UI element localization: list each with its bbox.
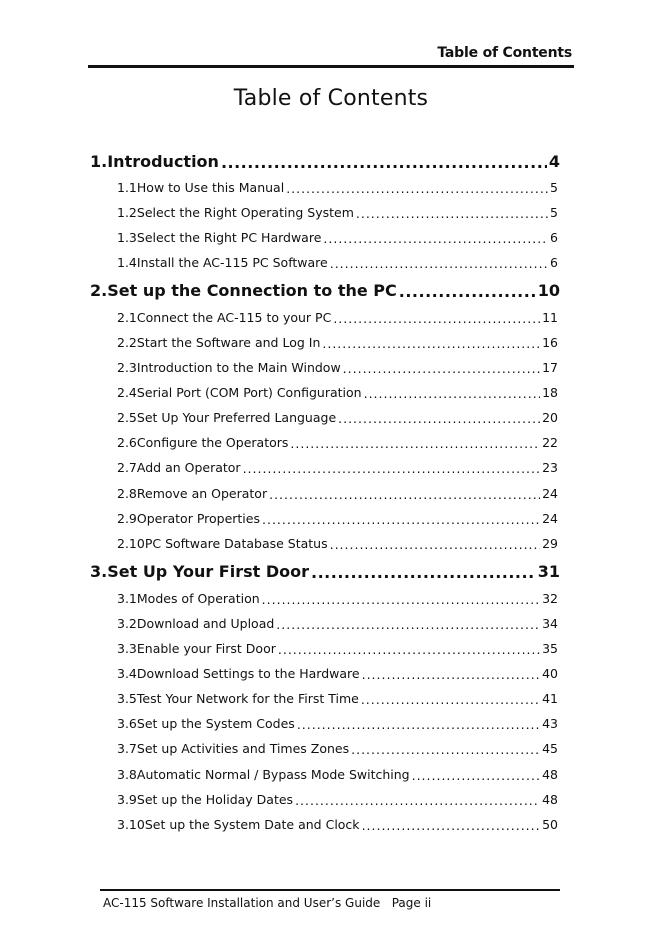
toc-entry-title: Download and Upload xyxy=(136,616,275,631)
toc-entry-page-number: 35 xyxy=(542,641,558,656)
toc-section-entry[interactable] xyxy=(117,335,558,350)
toc-section-entry[interactable] xyxy=(117,410,558,425)
footer-rule xyxy=(100,889,560,891)
toc-entry-title: Serial Port (COM Port) Configuration xyxy=(136,385,362,400)
dot-leader xyxy=(311,563,536,579)
toc-section-entry[interactable] xyxy=(117,767,558,782)
dot-leader xyxy=(269,487,540,500)
toc-entry-page-number: 48 xyxy=(542,767,558,782)
toc-entry-title: Add an Operator xyxy=(136,460,241,475)
toc-entry-number: 1. xyxy=(90,152,108,171)
toc-entry-title: Set Up Your First Door xyxy=(107,562,309,581)
toc-entry-title: PC Software Database Status xyxy=(144,536,328,551)
dot-leader xyxy=(362,818,541,831)
toc-entry-number: 2. xyxy=(90,281,108,300)
toc-section-entry[interactable] xyxy=(117,666,558,681)
toc-entry-number: 2.1 xyxy=(117,310,137,325)
dot-leader xyxy=(262,512,540,525)
toc-entry-number: 3.7 xyxy=(117,741,137,756)
dot-leader xyxy=(338,411,540,424)
toc-section-entry[interactable] xyxy=(117,230,558,245)
dot-leader xyxy=(221,153,547,169)
toc-entry-title: Set up the System Date and Clock xyxy=(144,817,360,832)
footer-text: AC-115 Software Installation and User’s Guide Page ii xyxy=(103,896,432,910)
dot-leader xyxy=(361,692,540,705)
toc-entry-page-number: 6 xyxy=(550,230,558,245)
toc-entry-number: 1.2 xyxy=(117,205,137,220)
toc-entry-number: 2.5 xyxy=(117,410,137,425)
toc-entry-number: 1.4 xyxy=(117,255,137,270)
toc-entry-page-number: 5 xyxy=(550,180,558,195)
toc-entry-number: 2.8 xyxy=(117,486,137,501)
toc-entry-number: 1.1 xyxy=(117,180,137,195)
dot-leader xyxy=(399,282,536,298)
header-rule xyxy=(88,65,574,68)
toc-section-entry[interactable] xyxy=(117,385,558,400)
toc-entry-page-number: 41 xyxy=(542,691,558,706)
toc-section-entry[interactable] xyxy=(117,641,558,656)
toc-entry-page-number: 18 xyxy=(542,385,558,400)
dot-leader xyxy=(243,461,541,474)
toc-entry-title: Set up Activities and Times Zones xyxy=(136,741,350,756)
toc-entry-title: Enable your First Door xyxy=(136,641,276,656)
toc-entry-page-number: 16 xyxy=(542,335,558,350)
toc-section-entry[interactable] xyxy=(117,435,558,450)
toc-entry-number: 3.10 xyxy=(117,817,145,832)
dot-leader xyxy=(322,336,540,349)
toc-entry-page-number: 32 xyxy=(542,591,558,606)
toc-entry-number: 2.2 xyxy=(117,335,137,350)
dot-leader xyxy=(330,256,548,269)
toc-entry-page-number: 23 xyxy=(542,460,558,475)
toc-section-entry[interactable] xyxy=(117,741,558,756)
dot-leader xyxy=(351,742,540,755)
toc-entry-title: Configure the Operators xyxy=(136,435,289,450)
toc-entry-number: 3.9 xyxy=(117,792,137,807)
toc-entry-number: 3.8 xyxy=(117,767,137,782)
toc-entry-page-number: 24 xyxy=(542,511,558,526)
toc-entry-page-number: 29 xyxy=(542,536,558,551)
toc-entry-page-number: 4 xyxy=(548,152,560,171)
toc-section-entry[interactable] xyxy=(117,511,558,526)
dot-leader xyxy=(278,642,540,655)
toc-chapter-entry[interactable] xyxy=(90,281,560,300)
dot-leader xyxy=(333,311,540,324)
toc-entry-title: Introduction to the Main Window xyxy=(136,360,341,375)
toc-entry-title: Download Settings to the Hardware xyxy=(136,666,360,681)
toc-entry-number: 2.10 xyxy=(117,536,145,551)
toc-chapter-entry[interactable] xyxy=(90,152,560,171)
toc-entry-page-number: 10 xyxy=(537,281,560,300)
dot-leader xyxy=(297,717,540,730)
toc-entry-number: 3.5 xyxy=(117,691,137,706)
toc-entry-number: 3.3 xyxy=(117,641,137,656)
toc-section-entry[interactable] xyxy=(117,616,558,631)
toc-entry-title: Install the AC-115 PC Software xyxy=(136,255,328,270)
toc-entry-title: Automatic Normal / Bypass Mode Switching xyxy=(136,767,410,782)
dot-leader xyxy=(262,592,540,605)
dot-leader xyxy=(330,537,540,550)
toc-entry-title: Modes of Operation xyxy=(136,591,260,606)
toc-section-entry[interactable] xyxy=(117,792,558,807)
toc-entry-number: 3.6 xyxy=(117,716,137,731)
toc-section-entry[interactable] xyxy=(117,716,558,731)
toc-entry-page-number: 20 xyxy=(542,410,558,425)
toc-entry-page-number: 45 xyxy=(542,741,558,756)
toc-entry-title: Set Up Your Preferred Language xyxy=(136,410,337,425)
toc-entry-page-number: 48 xyxy=(542,792,558,807)
toc-entry-number: 1.3 xyxy=(117,230,137,245)
toc-section-entry[interactable] xyxy=(117,255,558,270)
toc-chapter-entry[interactable] xyxy=(90,562,560,581)
toc-entry-number: 2.6 xyxy=(117,435,137,450)
toc-entry-page-number: 5 xyxy=(550,205,558,220)
toc-section-entry[interactable] xyxy=(117,460,558,475)
toc-section-entry[interactable] xyxy=(117,591,558,606)
toc-entry-number: 3. xyxy=(90,562,108,581)
toc-section-entry[interactable] xyxy=(117,486,558,501)
toc-entry-title: Introduction xyxy=(107,152,219,171)
toc-entry-title: Set up the Holiday Dates xyxy=(136,792,294,807)
toc-section-entry[interactable] xyxy=(117,691,558,706)
dot-leader xyxy=(356,206,548,219)
toc-entry-title: Select the Right Operating System xyxy=(136,205,354,220)
dot-leader xyxy=(295,793,540,806)
toc-entry-page-number: 17 xyxy=(542,360,558,375)
toc-section-entry[interactable] xyxy=(117,180,558,195)
toc-entry-page-number: 6 xyxy=(550,255,558,270)
toc-section-entry[interactable] xyxy=(117,817,558,832)
toc-entry-title: Start the Software and Log In xyxy=(136,335,321,350)
toc-entry-title: How to Use this Manual xyxy=(136,180,285,195)
toc-entry-page-number: 22 xyxy=(542,435,558,450)
toc-entry-title: Select the Right PC Hardware xyxy=(136,230,322,245)
running-header: Table of Contents xyxy=(437,45,572,61)
toc-entry-page-number: 34 xyxy=(542,616,558,631)
toc-entry-page-number: 43 xyxy=(542,716,558,731)
toc-entry-number: 3.4 xyxy=(117,666,137,681)
toc-entry-number: 2.4 xyxy=(117,385,137,400)
dot-leader xyxy=(276,617,540,630)
dot-leader xyxy=(364,386,541,399)
toc-entry-page-number: 40 xyxy=(542,666,558,681)
toc-entry-page-number: 24 xyxy=(542,486,558,501)
dot-leader xyxy=(343,361,540,374)
toc-section-entry[interactable] xyxy=(117,360,558,375)
dot-leader xyxy=(290,436,540,449)
toc-section-entry[interactable] xyxy=(117,310,558,325)
toc-entry-number: 2.7 xyxy=(117,460,137,475)
toc-entry-number: 2.9 xyxy=(117,511,137,526)
toc-entry-title: Test Your Network for the First Time xyxy=(136,691,359,706)
toc-entry-title: Operator Properties xyxy=(136,511,260,526)
toc-entry-number: 2.3 xyxy=(117,360,137,375)
toc-entry-page-number: 31 xyxy=(537,562,560,581)
toc-entry-title: Remove an Operator xyxy=(136,486,268,501)
toc-entry-page-number: 11 xyxy=(542,310,558,325)
page-title: Table of Contents xyxy=(233,86,429,111)
dot-leader xyxy=(362,667,540,680)
toc-entry-number: 3.1 xyxy=(117,591,137,606)
toc-entry-title: Connect the AC-115 to your PC xyxy=(136,310,332,325)
toc-entry-title: Set up the Connection to the PC xyxy=(107,281,397,300)
dot-leader xyxy=(286,181,548,194)
toc-section-entry[interactable] xyxy=(117,536,558,551)
dot-leader xyxy=(323,231,548,244)
toc-entry-number: 3.2 xyxy=(117,616,137,631)
toc-entry-page-number: 50 xyxy=(542,817,558,832)
toc-section-entry[interactable] xyxy=(117,205,558,220)
dot-leader xyxy=(412,768,540,781)
toc-entry-title: Set up the System Codes xyxy=(136,716,295,731)
